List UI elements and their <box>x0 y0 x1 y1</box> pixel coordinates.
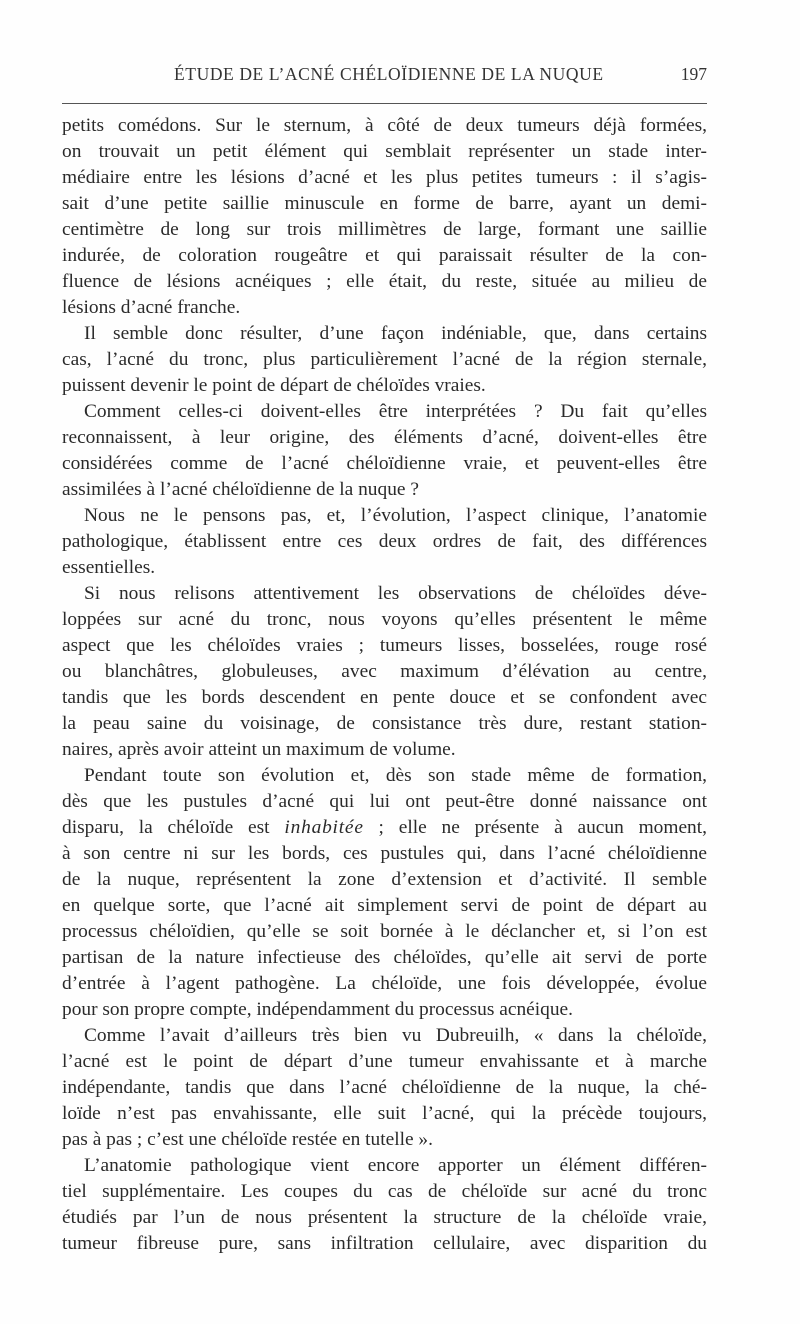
text-line: Comment celles-ci doivent-elles être interprétées ? Du fait qu’elles <box>84 401 707 422</box>
text-line: loïde n’est pas envahissante, elle suit l’acné, qui la précède toujours, <box>62 1103 707 1124</box>
text-line-with-italic <box>62 815 707 841</box>
text-line: tiel supplémentaire. Les coupes du cas de chéloïde sur acné du tronc <box>62 1181 707 1202</box>
text-line: pas à pas ; c’est une chéloïde restée en tutelle ». <box>62 1129 433 1150</box>
text-line: puissent devenir le point de départ de chéloïdes vraies. <box>62 375 486 396</box>
text-line: en quelque sorte, que l’acné ait simplement servi de point de départ au <box>62 895 707 916</box>
paragraph-6 <box>62 763 707 1023</box>
text-line: indépendante, tandis que dans l’acné chéloïdienne de la nuque, la ché- <box>62 1077 707 1098</box>
text-line: naires, après avoir atteint un maximum de volume. <box>62 739 456 760</box>
text-line: tandis que les bords descendent en pente douce et se confondent avec <box>62 687 707 708</box>
text-line: l’acné est le point de départ d’une tumeur envahissante et à marche <box>62 1051 707 1072</box>
text-line: considérées comme de l’acné chéloïdienne vraie, et peuvent-elles être <box>62 453 707 474</box>
text-line: Pendant toute son évolution et, dès son stade même de formation, <box>84 765 707 786</box>
text-line: Il semble donc résulter, d’une façon indéniable, que, dans certains <box>84 323 707 344</box>
text-line: tumeur fibreuse pure, sans infiltration cellulaire, avec disparition du <box>62 1233 707 1254</box>
page-number: 197 <box>680 64 707 84</box>
paragraph-5 <box>62 581 707 763</box>
italic-word: inhabitée <box>284 817 364 838</box>
text-line: on trouvait un petit élément qui semblait représenter un stade inter- <box>62 141 707 162</box>
text-line: reconnaissent, à leur origine, des éléments d’acné, doivent-elles être <box>62 427 707 448</box>
text-line: à son centre ni sur les bords, ces pustules qui, dans l’acné chéloïdienne <box>62 843 707 864</box>
text-span: ; elle ne présente à aucun moment, <box>363 817 707 838</box>
text-line: fluence de lésions acnéiques ; elle était, du reste, située au milieu de <box>62 271 707 292</box>
running-head-title: ÉTUDE DE L’ACNÉ CHÉLOÏDIENNE DE LA NUQUE <box>174 64 604 84</box>
header-rule <box>62 103 707 104</box>
text-line: Comme l’avait d’ailleurs très bien vu Dubreuilh, « dans la chéloïde, <box>84 1025 707 1046</box>
text-line: assimilées à l’acné chéloïdienne de la nuque ? <box>62 479 419 500</box>
text-line: de la nuque, représentent la zone d’extension et d’activité. Il semble <box>62 869 707 890</box>
text-line: loppées sur acné du tronc, nous voyons qu’elles présentent le même <box>62 609 707 630</box>
text-line: lésions d’acné franche. <box>62 297 241 318</box>
text-span: disparu, la chéloïde est <box>62 817 270 838</box>
text-line: pour son propre compte, indépendamment du processus acnéique. <box>62 999 574 1020</box>
text-line: petits comédons. Sur le sternum, à côté de deux tumeurs déjà formées, <box>62 115 707 136</box>
paragraph-4 <box>62 503 707 581</box>
text-line: dès que les pustules d’acné qui lui ont peut-être donné naissance ont <box>62 791 707 812</box>
paragraph-2 <box>62 321 707 399</box>
text-line: étudiés par l’un de nous présentent la structure de la chéloïde vraie, <box>62 1207 707 1228</box>
text-line: d’entrée à l’agent pathogène. La chéloïde, une fois développée, évolue <box>62 973 707 994</box>
text-line: essentielles. <box>62 557 156 578</box>
text-line: centimètre de long sur trois millimètres de large, formant une saillie <box>62 219 707 240</box>
paragraph-8 <box>62 1153 707 1257</box>
paragraph-3 <box>62 399 707 503</box>
text-line: médiaire entre les lésions d’acné et les plus petites tumeurs : il s’agis- <box>62 167 707 188</box>
text-line: cas, l’acné du tronc, plus particulièrement l’acné de la région sternale, <box>62 349 707 370</box>
text-line: sait d’une petite saillie minuscule en forme de barre, ayant un demi- <box>62 193 707 214</box>
paragraph-1 <box>62 113 707 321</box>
text-line: aspect que les chéloïdes vraies ; tumeurs lisses, bosselées, rouge rosé <box>62 635 707 656</box>
body-text <box>62 113 707 1257</box>
text-line: ou blanchâtres, globuleuses, avec maximum d’élévation au centre, <box>62 661 707 682</box>
text-line: partisan de la nature infectieuse des chéloïdes, qu’elle ait servi de porte <box>62 947 707 968</box>
text-line: indurée, de coloration rougeâtre et qui paraissait résulter de la con- <box>62 245 707 266</box>
text-line: Nous ne le pensons pas, et, l’évolution, l’aspect clinique, l’anatomie <box>84 505 707 526</box>
text-line: Si nous relisons attentivement les observations de chéloïdes déve- <box>84 583 707 604</box>
text-line: pathologique, établissent entre ces deux ordres de fait, des différences <box>62 531 707 552</box>
running-head <box>62 64 707 94</box>
text-line: L’anatomie pathologique vient encore apporter un élément différen- <box>84 1155 707 1176</box>
text-line: la peau saine du voisinage, de consistance très dure, restant station- <box>62 713 707 734</box>
text-line: processus chéloïdien, qu’elle se soit bornée à le déclancher et, si l’on est <box>62 921 707 942</box>
paragraph-7 <box>62 1023 707 1153</box>
